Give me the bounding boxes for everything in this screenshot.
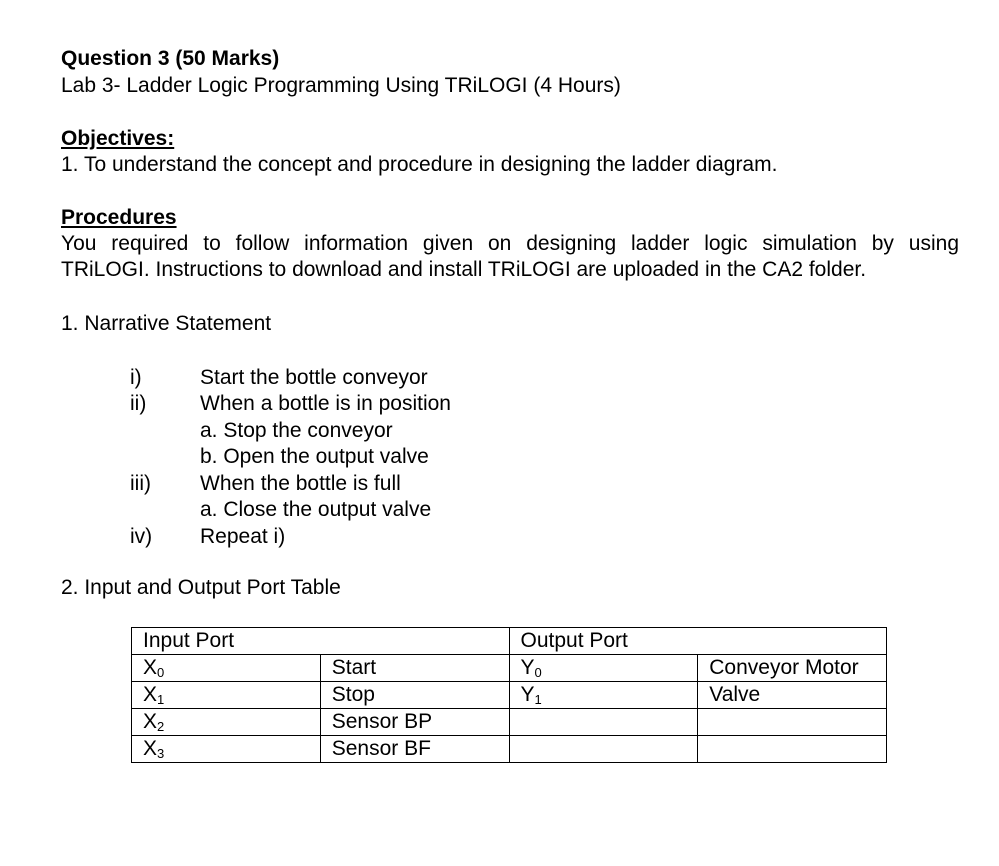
output-port-cell: $Y_0$: [509, 655, 698, 682]
output-port-cell: [509, 709, 698, 736]
input-desc-cell: Stop: [320, 682, 509, 709]
substep-text: a. Close the output valve: [200, 498, 432, 521]
step-text: When the bottle is full: [200, 472, 401, 495]
output-port-cell: $Y_1$: [509, 682, 698, 709]
table-row: [132, 682, 887, 709]
output-desc-cell: Conveyor Motor: [698, 655, 887, 682]
substep-text: b. Open the output valve: [200, 445, 429, 468]
output-desc-cell: [698, 736, 887, 763]
procedures-line: You required to follow information given on designing ladder logic simulation by using: [61, 232, 959, 255]
lab-subtitle: Lab 3- Ladder Logic Programming Using TRiLOGI (4 Hours): [61, 74, 621, 97]
step-text: Repeat i): [200, 525, 286, 548]
narrative-heading: 1. Narrative Statement: [61, 312, 272, 335]
io-table-heading: 2. Input and Output Port Table: [61, 576, 341, 599]
procedures-text: [61, 231, 959, 283]
input-desc-cell: Sensor BP: [320, 709, 509, 736]
procedures-heading: Procedures: [61, 206, 177, 229]
objective-item: 1. To understand the concept and procedure in designing the ladder diagram.: [61, 153, 778, 176]
step-text: When a bottle is in position: [200, 392, 451, 415]
procedures-line: TRiLOGI. Instructions to download and install TRiLOGI are uploaded in the CA2 folder.: [61, 258, 867, 281]
input-port-cell: $X_3$: [132, 736, 321, 763]
input-port-cell: $X_2$: [132, 709, 321, 736]
input-desc-cell: Start: [320, 655, 509, 682]
output-desc-cell: [698, 709, 887, 736]
input-port-cell: $X_1$: [132, 682, 321, 709]
input-port-header: Input Port: [132, 628, 510, 655]
input-port-cell: $X_0$: [132, 655, 321, 682]
table-header-row: [132, 628, 887, 655]
substep-text: a. Stop the conveyor: [200, 419, 393, 442]
io-port-table: [131, 627, 887, 763]
step-number: iii): [130, 472, 151, 495]
output-port-cell: [509, 736, 698, 763]
question-title: Question 3 (50 Marks): [61, 47, 280, 70]
step-number: iv): [130, 525, 153, 548]
output-port-header: Output Port: [509, 628, 887, 655]
step-text: Start the bottle conveyor: [200, 366, 428, 389]
table-row: [132, 736, 887, 763]
table-row: [132, 655, 887, 682]
step-number: i): [130, 366, 142, 389]
step-number: ii): [130, 392, 147, 415]
input-desc-cell: Sensor BF: [320, 736, 509, 763]
output-desc-cell: Valve: [698, 682, 887, 709]
objectives-heading: Objectives:: [61, 127, 175, 150]
table-row: [132, 709, 887, 736]
